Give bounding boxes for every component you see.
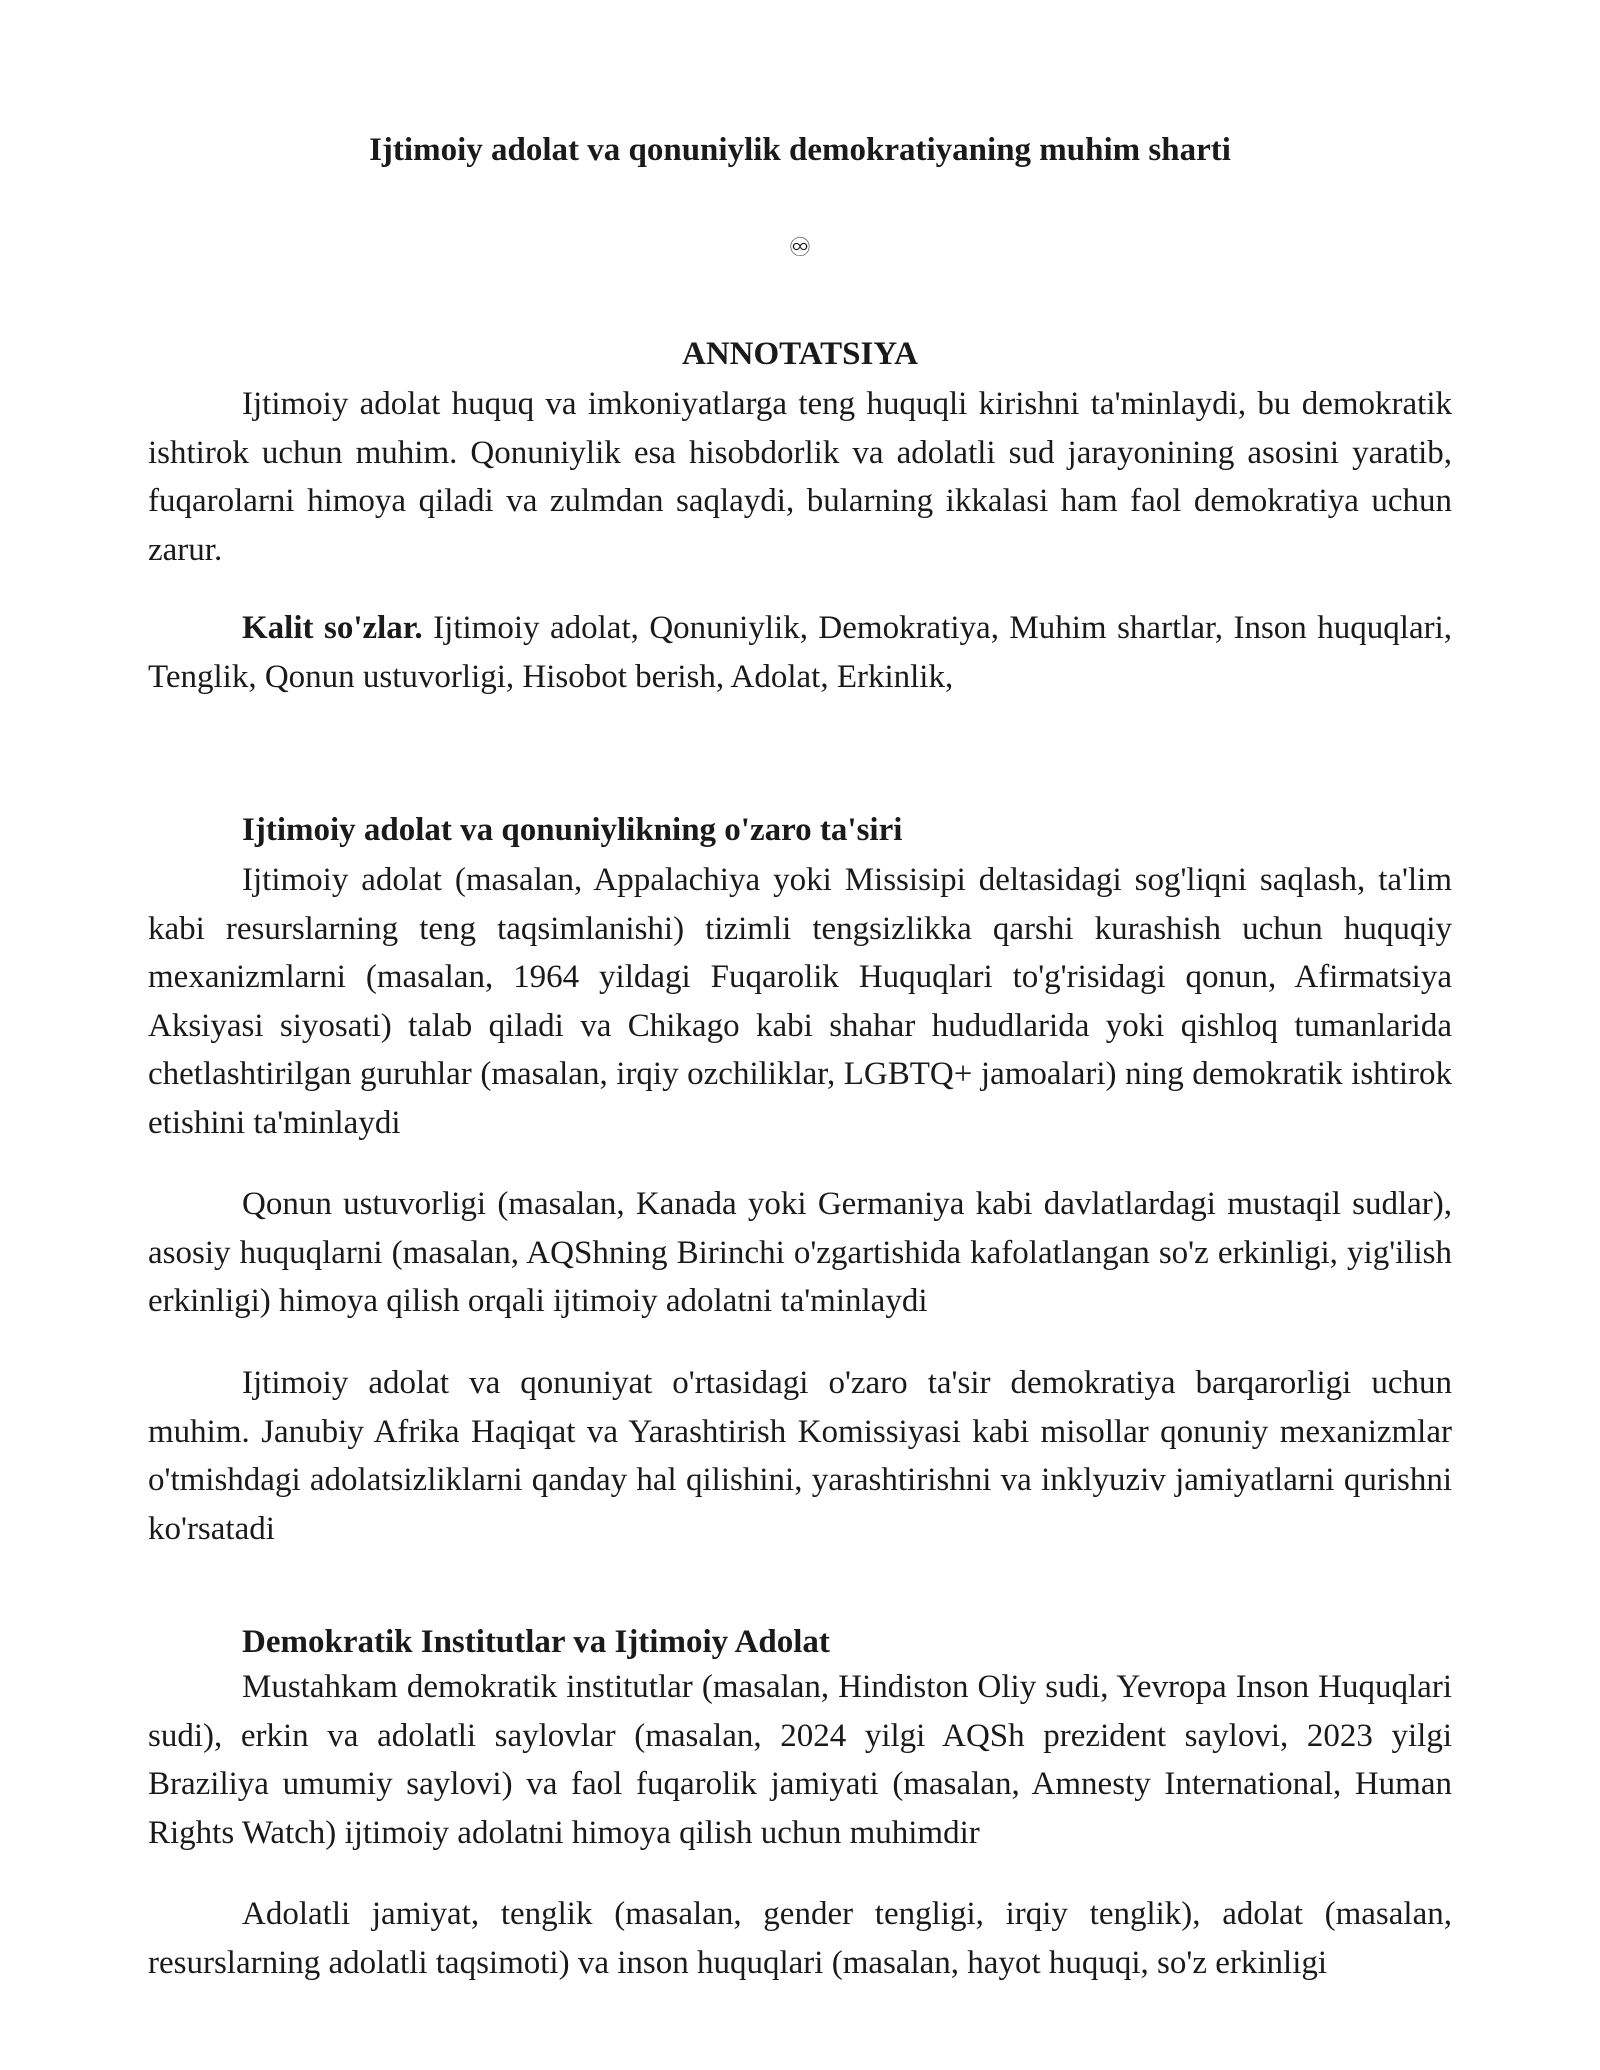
keywords-text: Ijtimoiy adolat, Qonuniylik, Demokratiya, Muhim shartlar, Inson huquqlari, Tenglik, Qonun ustuvorligi, Hisobot berish, Adolat, Erkinlik, [148,610,1452,695]
section-heading-institutions: Demokratik Institutlar va Ijtimoiy Adolat [242,1624,830,1660]
infinity-icon: ♾ [788,233,812,263]
section2-paragraph-1: Mustahkam demokratik institutlar (masalan, Hindiston Oliy sudi, Yevropa Inson Huquqlari sudi), erkin va adolatli saylovlar (masalan, 2024 yilgi AQSh prezident saylovi, 2023 yilgi Braziliya umumiy saylovi) va faol fuqarolik jamiyati (masalan, Amnesty International, Human Rights Watch) ijtimoiy adolatni himoya qilish uchun muhimdir [148,1669,1452,1851]
document-title: Ijtimoiy adolat va qonuniylik demokratiyaning muhim sharti [369,132,1231,168]
section1-paragraph-2: Qonun ustuvorligi (masalan, Kanada yoki Germaniya kabi davlatlardagi mustaqil sudlar), asosiy huquqlarni (masalan, AQShning Birinchi o'zgartishida kafolatlangan so'z erkinligi, yig'ilish erkinligi) himoya qilish orqali ijtimoiy adolatni ta'minlaydi [148,1186,1452,1319]
section-heading-interaction: Ijtimoiy adolat va qonuniylikning o'zaro ta'siri [242,812,903,848]
keywords-paragraph [148,604,1452,701]
section1-paragraph-1: Ijtimoiy adolat (masalan, Appalachiya yoki Missisipi deltasidagi sog'liqni saqlash, ta'lim kabi resurslarning teng taqsimlanishi) tizimli tengsizlikka qarshi kurashish uchun huquqiy mexanizmlarni (masalan, 1964 yildagi Fuqarolik Huquqlari to'g'risidagi qonun, Afirmatsiya Aksiyasi siyosati) talab qiladi va Chikago kabi shahar hududlarida yoki qishloq tumanlarida chetlashtirilgan guruhlar (masalan, irqiy ozchiliklar, LGBTQ+ jamoalari) ning demokratik ishtirok etishini ta'minlaydi [148,862,1452,1141]
keywords-label: Kalit so'zlar. [242,610,423,646]
annotation-paragraph: Ijtimoiy adolat huquq va imkoniyatlarga teng huquqli kirishni ta'minlaydi, bu demokratik ishtirok uchun muhim. Qonuniylik esa hisobdorlik va adolatli sud jarayonining asosini yaratib, fuqarolarni himoya qiladi va zulmdan saqlaydi, bularning ikkalasi ham faol demokratiya uchun zarur. [148,386,1452,568]
section1-paragraph-3: Ijtimoiy adolat va qonuniyat o'rtasidagi o'zaro ta'sir demokratiya barqarorligi uchun muhim. Janubiy Afrika Haqiqat va Yarashtirish Komissiyasi kabi misollar qonuniy mexanizmlar o'tmishdagi adolatsizliklarni qanday hal qilishini, yarashtirishni va inklyuziv jamiyatlarni qurishni ko'rsatadi [148,1365,1452,1547]
annotation-heading: ANNOTATSIYA [682,336,918,372]
section2-paragraph-2: Adolatli jamiyat, tenglik (masalan, gender tengligi, irqiy tenglik), adolat (masalan, resurslarning adolatli taqsimoti) va inson huquqlari (masalan, hayot huquqi, so'z erkinligi [148,1896,1452,1981]
